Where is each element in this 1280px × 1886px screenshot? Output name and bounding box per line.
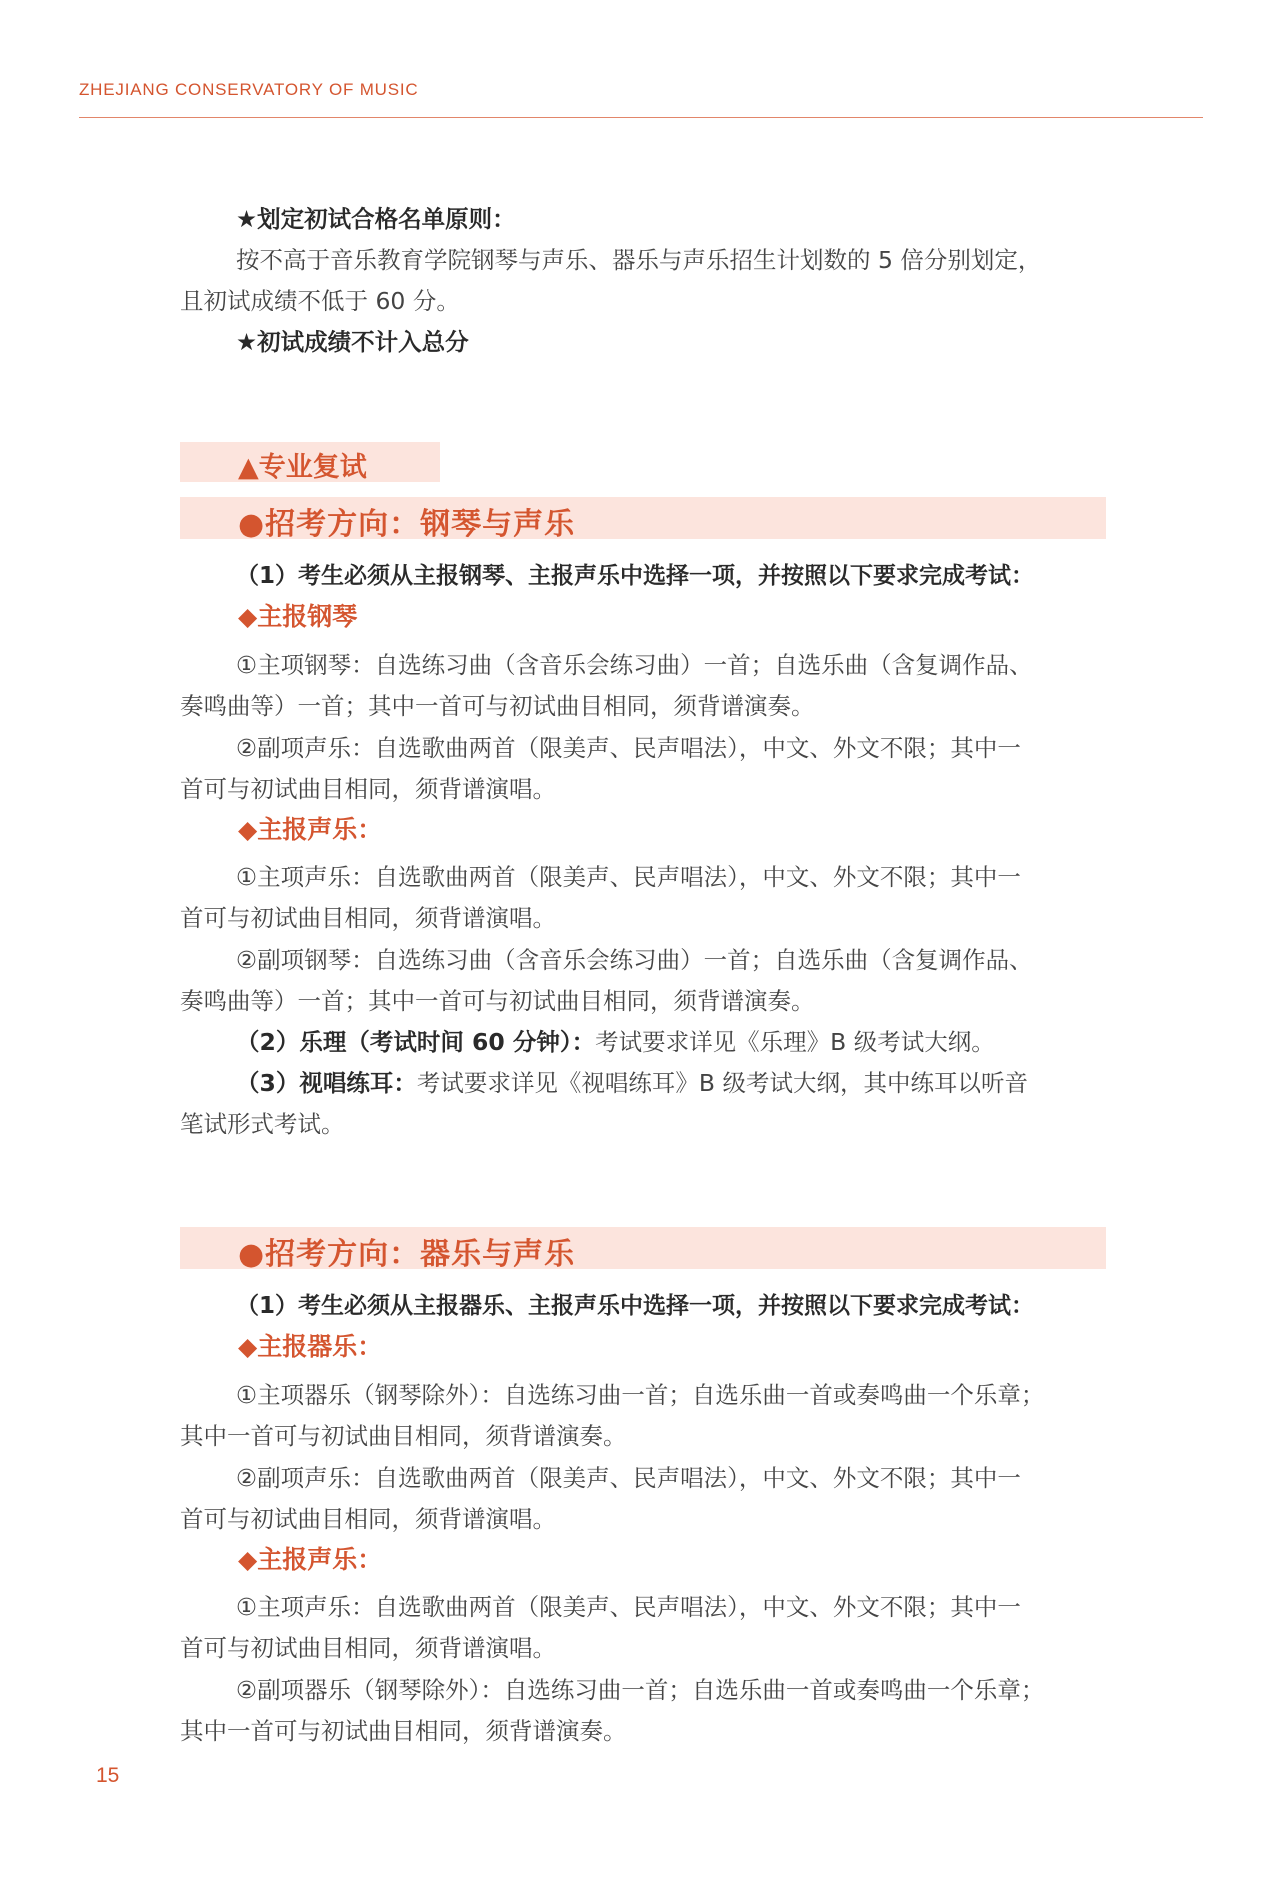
score-note: ★初试成绩不计入总分 — [236, 328, 469, 356]
instrument-vocal-heading: ●招考方向：器乐与声乐 — [238, 1237, 576, 1272]
main-vocal-2-item1-line1: ①主项声乐：自选歌曲两首（限美声、民声唱法），中文、外文不限；其中一 — [236, 1593, 1021, 1621]
retest-heading: ▲专业复试 — [238, 452, 367, 483]
header-title: ZHEJIANG CONSERVATORY OF MUSIC — [79, 80, 419, 99]
main-instrument-item2-line2: 首可与初试曲目相同，须背谱演唱。 — [180, 1505, 556, 1533]
theory-line — [236, 1023, 995, 1057]
main-piano-item1-line2: 奏鸣曲等）一首；其中一首可与初试曲目相同，须背谱演奏。 — [180, 692, 815, 720]
principle-line-1: 按不高于音乐教育学院钢琴与声乐、器乐与声乐招生计划数的 5 倍分别划定， — [236, 246, 1042, 274]
main-piano-item2-line1: ②副项声乐：自选歌曲两首（限美声、民声唱法），中文、外文不限；其中一 — [236, 734, 1021, 762]
solfege-line-2: 笔试形式考试。 — [180, 1110, 345, 1138]
main-vocal-item1-line1: ①主项声乐：自选歌曲两首（限美声、民声唱法），中文、外文不限；其中一 — [236, 863, 1021, 891]
main-piano-item1-line1: ①主项钢琴：自选练习曲（含音乐会练习曲）一首；自选乐曲（含复调作品、 — [236, 651, 1033, 679]
main-vocal-heading: ◆主报声乐： — [238, 815, 383, 844]
solfege-line — [236, 1064, 1028, 1098]
principle-heading: ★划定初试合格名单原则： — [236, 205, 516, 233]
piano-vocal-requirement: （1）考生必须从主报钢琴、主报声乐中选择一项，并按照以下要求完成考试： — [236, 563, 1035, 589]
header-divider — [79, 117, 1203, 118]
main-vocal-item2-line1: ②副项钢琴：自选练习曲（含音乐会练习曲）一首；自选乐曲（含复调作品、 — [236, 946, 1033, 974]
page-number: 15 — [96, 1764, 120, 1787]
piano-vocal-heading: ●招考方向：钢琴与声乐 — [238, 507, 576, 542]
solfege-text: 考试要求详见《视唱练耳》B 级考试大纲，其中练耳以听音 — [416, 1069, 1028, 1097]
solfege-label: （3）视唱练耳： — [236, 1069, 417, 1097]
instrument-vocal-requirement: （1）考生必须从主报器乐、主报声乐中选择一项，并按照以下要求完成考试： — [236, 1293, 1035, 1319]
main-vocal-2-item2-line2: 其中一首可与初试曲目相同，须背谱演奏。 — [180, 1717, 627, 1745]
main-vocal-2-heading: ◆主报声乐： — [238, 1545, 383, 1574]
principle-line-2: 且初试成绩不低于 60 分。 — [180, 287, 460, 315]
main-instrument-item2-line1: ②副项声乐：自选歌曲两首（限美声、民声唱法），中文、外文不限；其中一 — [236, 1464, 1021, 1492]
main-instrument-item1-line1: ①主项器乐（钢琴除外）：自选练习曲一首；自选乐曲一首或奏鸣曲一个乐章； — [236, 1381, 1045, 1409]
main-vocal-2-item1-line2: 首可与初试曲目相同，须背谱演唱。 — [180, 1634, 556, 1662]
main-piano-heading: ◆主报钢琴 — [238, 602, 358, 631]
main-vocal-item2-line2: 奏鸣曲等）一首；其中一首可与初试曲目相同，须背谱演奏。 — [180, 987, 815, 1015]
main-instrument-heading: ◆主报器乐： — [238, 1332, 383, 1361]
theory-text: 考试要求详见《乐理》B 级考试大纲。 — [595, 1028, 995, 1056]
theory-label: （2）乐理（考试时间 60 分钟）： — [236, 1028, 596, 1056]
main-instrument-item1-line2: 其中一首可与初试曲目相同，须背谱演奏。 — [180, 1422, 627, 1450]
main-vocal-item1-line2: 首可与初试曲目相同，须背谱演唱。 — [180, 904, 556, 932]
main-vocal-2-item2-line1: ②副项器乐（钢琴除外）：自选练习曲一首；自选乐曲一首或奏鸣曲一个乐章； — [236, 1676, 1045, 1704]
main-piano-item2-line2: 首可与初试曲目相同，须背谱演唱。 — [180, 775, 556, 803]
